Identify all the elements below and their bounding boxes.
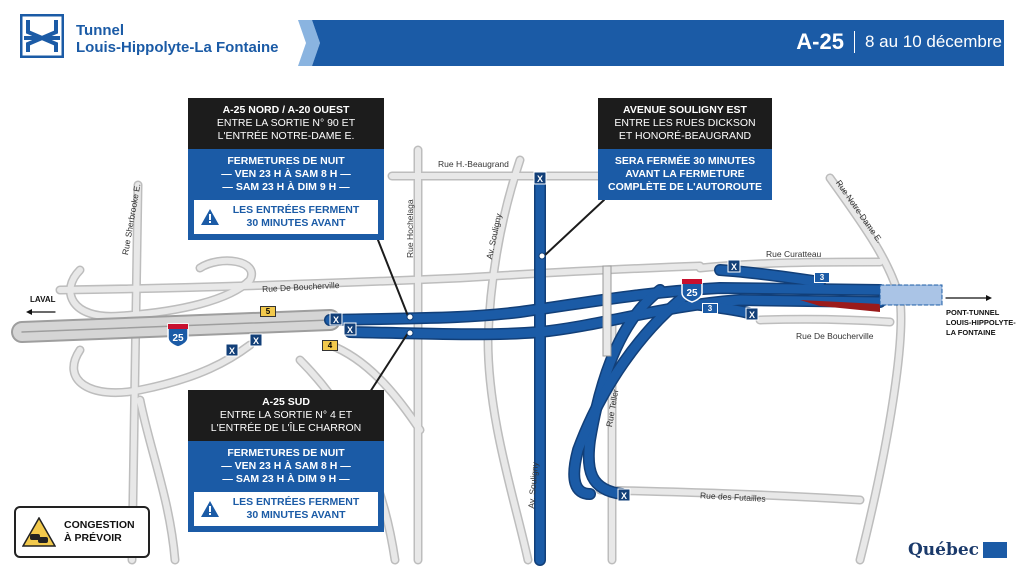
callout-south-header: [188, 390, 384, 441]
svg-text:X: X: [332, 315, 340, 325]
street-notre-dame: Rue Notre-Dame E.: [833, 178, 885, 245]
street-teller: Rue Teller: [604, 388, 621, 428]
callout-south-warn1: LES ENTRÉES FERMENT: [232, 496, 360, 508]
callout-south-line2: L'ENTRÉE DE L'ÎLE CHARRON: [210, 422, 362, 434]
callout-souligny-title: AVENUE SOULIGNY EST: [623, 104, 747, 116]
callout-north-body: [188, 149, 384, 240]
callout-south-title: A-25 SUD: [262, 396, 310, 408]
a25-shield-east-label: 25: [686, 288, 698, 299]
callout-souligny-body2: AVANT LA FERMETURE: [625, 168, 745, 180]
a25-shield-east-icon: [680, 277, 704, 303]
exit-5-tag: 5: [260, 306, 276, 317]
callout-north-body2: — VEN 23 H À SAM 8 H —: [221, 168, 351, 180]
street-h-beaugrand: Rue H.-Beaugrand: [438, 159, 509, 169]
laval-label: LAVAL: [30, 295, 56, 304]
callout-north-warning: [194, 200, 378, 234]
street-hochelaga: Rue Hochelaga: [405, 199, 415, 258]
a25-shield-west-label: 25: [172, 333, 184, 344]
exit-4-tag: 4: [322, 340, 338, 351]
callout-north-warn1: LES ENTRÉES FERMENT: [232, 204, 360, 216]
callout-south-warn2: 30 MINUTES AVANT: [246, 509, 346, 521]
callout-a25-north: [188, 98, 384, 240]
brand-line2: Louis-Hippolyte-La Fontaine: [76, 39, 279, 56]
header-divider: [854, 31, 855, 53]
callout-south-line1: ENTRE LA SORTIE N° 4 ET: [219, 409, 353, 421]
svg-text:X: X: [228, 346, 236, 356]
svg-text:X: X: [730, 262, 738, 272]
brand-title: [76, 22, 279, 56]
callout-south-body3: — SAM 23 H À DIM 9 H —: [222, 473, 350, 485]
callout-souligny-body: [598, 149, 772, 200]
tunnel-logo-icon: [20, 14, 64, 58]
callout-south-warning: [194, 492, 378, 526]
street-souligny-south: Av. Souligny: [526, 461, 541, 509]
callout-north-body3: — SAM 23 H À DIM 9 H —: [222, 181, 350, 193]
callout-north-warn2: 30 MINUTES AVANT: [246, 217, 346, 229]
closure-dates: 8 au 10 décembre: [864, 32, 1002, 51]
tunnel-segment: [880, 285, 942, 305]
svg-text:X: X: [748, 310, 756, 320]
a25-shield-west-icon: [166, 322, 190, 348]
exit-3a-tag: 3: [814, 272, 830, 283]
exit-3b-tag: 3: [702, 303, 718, 314]
brand-line1: Tunnel: [76, 22, 125, 39]
header: [0, 0, 1024, 70]
callout-souligny: [598, 98, 772, 200]
callout-souligny-line2: ET HONORÉ-BEAUGRAND: [618, 130, 752, 142]
street-souligny-north: Av. Souligny: [484, 212, 504, 261]
street-boucherville-east: Rue De Boucherville: [796, 331, 874, 341]
callout-souligny-body1: SERA FERMÉE 30 MINUTES: [614, 155, 756, 167]
pont-tunnel-label: [946, 308, 1016, 338]
header-title: [796, 29, 1002, 55]
street-curatteau: Rue Curatteau: [766, 249, 822, 259]
quebec-flag-icon: [983, 542, 1007, 558]
warning-icon: [200, 208, 220, 226]
callout-south-body2: — VEN 23 H À SAM 8 H —: [221, 460, 351, 472]
svg-text:X: X: [252, 336, 260, 346]
callout-north-line2: L'ENTRÉE NOTRE-DAME E.: [217, 130, 355, 142]
pont-line2: LOUIS-HIPPOLYTE-: [946, 318, 1016, 327]
callout-north-title: A-25 NORD / A-20 OUEST: [222, 104, 350, 116]
callout-north-body1: FERMETURES DE NUIT: [227, 155, 345, 167]
callout-a25-south: [188, 390, 384, 532]
congestion-cars-icon: [22, 517, 56, 547]
svg-text:X: X: [346, 325, 354, 335]
pont-line3: LA FONTAINE: [946, 328, 996, 337]
svg-text:X: X: [620, 491, 628, 501]
legend-line1: CONGESTION: [64, 519, 135, 531]
callout-south-body: [188, 441, 384, 532]
route-name: A-25: [796, 29, 844, 54]
quebec-logo: [908, 540, 1007, 560]
callout-souligny-header: [598, 98, 772, 149]
svg-text:X: X: [536, 174, 544, 184]
callout-south-body1: FERMETURES DE NUIT: [227, 447, 345, 459]
callout-souligny-line1: ENTRE LES RUES DICKSON: [614, 117, 756, 129]
street-sherbrooke: Rue Sherbrooke E.: [120, 182, 143, 256]
legend-congestion: [14, 506, 150, 558]
callout-souligny-body3: COMPLÈTE DE L'AUTOROUTE: [608, 181, 762, 193]
quebec-wordmark: Québec: [908, 540, 980, 560]
legend-line2: À PRÉVOIR: [64, 532, 122, 544]
road-map: [0, 70, 1024, 576]
street-futailles: Rue des Futailles: [699, 490, 766, 504]
street-boucherville-west: Rue De Boucherville: [261, 279, 340, 295]
callout-north-line1: ENTRE LA SORTIE N° 90 ET: [216, 117, 356, 129]
callout-north-header: [188, 98, 384, 149]
pont-line1: PONT-TUNNEL: [946, 308, 1000, 317]
warning-icon: [200, 500, 220, 518]
